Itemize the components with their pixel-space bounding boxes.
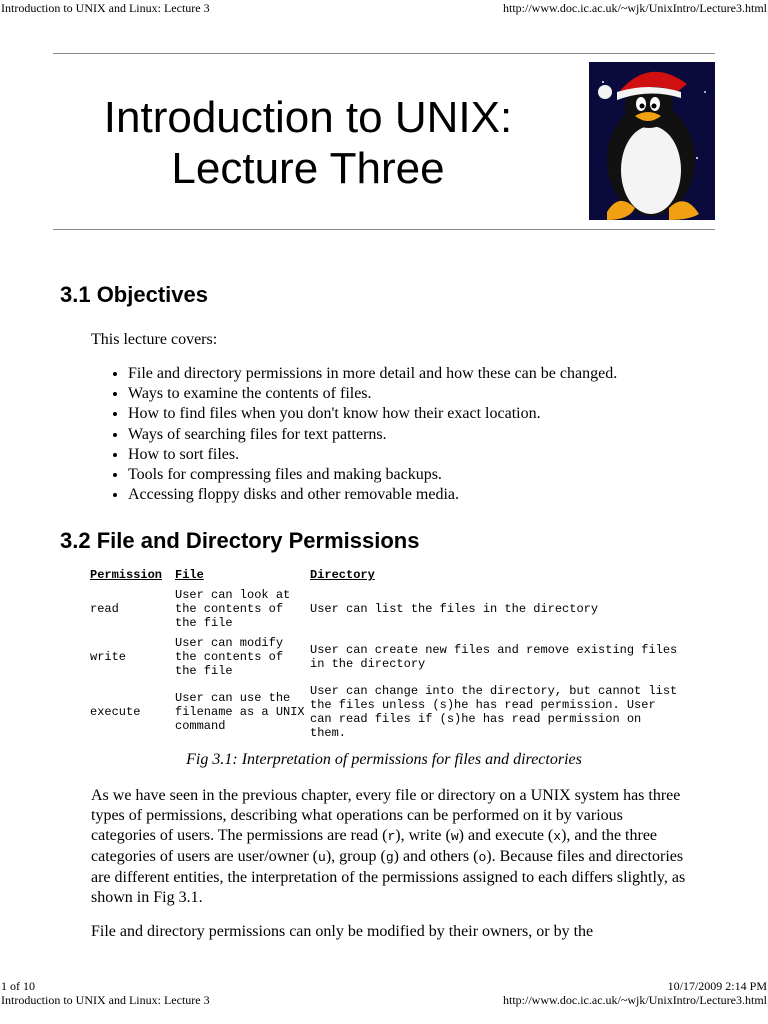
- para-text: ). Because files and directories are different entities, the interpretation of the permissions assigned to each differs slightly, as shown in Fig 3.1.: [91, 848, 686, 906]
- para-text: ), and the three categories of users are user/owner (: [91, 827, 658, 865]
- directory-cell: User can change into the directory, but cannot list the files unless (s)he has read permission. User can read files if (s)he has read permission on them.: [310, 684, 678, 740]
- table-header-row: [90, 568, 680, 582]
- tux-penguin-santa-hat-icon: [589, 62, 715, 220]
- page-title: [53, 92, 563, 194]
- permission-cell: read: [90, 602, 119, 616]
- file-cell: User can use the filename as a UNIX command: [175, 691, 305, 733]
- permissions-table: [87, 562, 683, 746]
- para-text: ), write (: [395, 827, 451, 844]
- directory-cell: User can list the files in the directory: [310, 602, 599, 616]
- page-title-line2: Lecture Three: [171, 144, 445, 193]
- list-item: • Ways of searching files for text patterns.: [128, 425, 617, 445]
- file-cell: User can look at the contents of the file: [175, 588, 291, 630]
- permissions-paragraph: [91, 786, 691, 908]
- top-divider: [53, 53, 715, 54]
- objectives-intro: This lecture covers:: [91, 331, 218, 348]
- list-item: • Tools for compressing files and making backups.: [128, 465, 617, 485]
- print-footer-title: Introduction to UNIX and Linux: Lecture 3: [1, 993, 210, 1007]
- para-text: ) and execute (: [458, 827, 554, 844]
- perm-code-u: u: [318, 850, 326, 865]
- perm-code-o: o: [478, 850, 487, 865]
- page-title-line1: Introduction to UNIX:: [103, 93, 513, 142]
- print-header-url[interactable]: http://www.doc.ic.ac.uk/~wjk/UnixIntro/Lecture3.html: [503, 1, 767, 15]
- file-cell: User can modify the contents of the file: [175, 636, 284, 678]
- permissions-heading: 3.2 File and Directory Permissions: [60, 528, 420, 553]
- perm-code-w: w: [450, 829, 459, 844]
- print-footer-page: 1 of 10: [1, 979, 35, 993]
- objectives-list: [91, 364, 617, 505]
- list-item: • How to find files when you don't know how their exact location.: [128, 404, 617, 424]
- table-row: [90, 636, 680, 678]
- permission-cell: write: [90, 650, 127, 664]
- print-footer-url[interactable]: http://www.doc.ic.ac.uk/~wjk/UnixIntro/Lecture3.html: [503, 993, 767, 1007]
- list-item: • File and directory permissions in more detail and how these can be changed.: [128, 364, 617, 384]
- perm-code-r: r: [387, 829, 396, 844]
- permission-cell: execute: [90, 705, 141, 719]
- column-header-file: File: [175, 568, 204, 582]
- para-text: ) and others (: [393, 848, 479, 865]
- permissions-paragraph-2: File and directory permissions can only be modified by their owners, or by the: [91, 923, 594, 940]
- print-footer-datetime: 10/17/2009 2:14 PM: [667, 979, 767, 993]
- perm-code-g: g: [385, 850, 394, 865]
- para-text: As we have seen in the previous chapter, every file or directory on a UNIX system has three types of permissions, describing what operations can be performed on it by various categories of users. The permissions are read (: [91, 787, 681, 844]
- list-item: • Accessing floppy disks and other removable media.: [128, 485, 617, 505]
- column-header-permission: Permission: [90, 568, 163, 582]
- table-row: [90, 588, 680, 630]
- para-text: ), group (: [325, 848, 386, 865]
- table-row: [90, 684, 680, 740]
- figure-caption: Fig 3.1: Interpretation of permissions for files and directories: [186, 751, 582, 768]
- column-header-directory: Directory: [310, 568, 375, 582]
- objectives-heading: 3.1 Objectives: [60, 282, 208, 307]
- title-divider: [53, 229, 715, 230]
- list-item: • Ways to examine the contents of files.: [128, 384, 617, 404]
- perm-code-x: x: [553, 829, 562, 844]
- print-header-title: Introduction to UNIX and Linux: Lecture 3: [1, 1, 210, 15]
- directory-cell: User can create new files and remove existing files in the directory: [310, 643, 678, 671]
- list-item: • How to sort files.: [128, 445, 617, 465]
